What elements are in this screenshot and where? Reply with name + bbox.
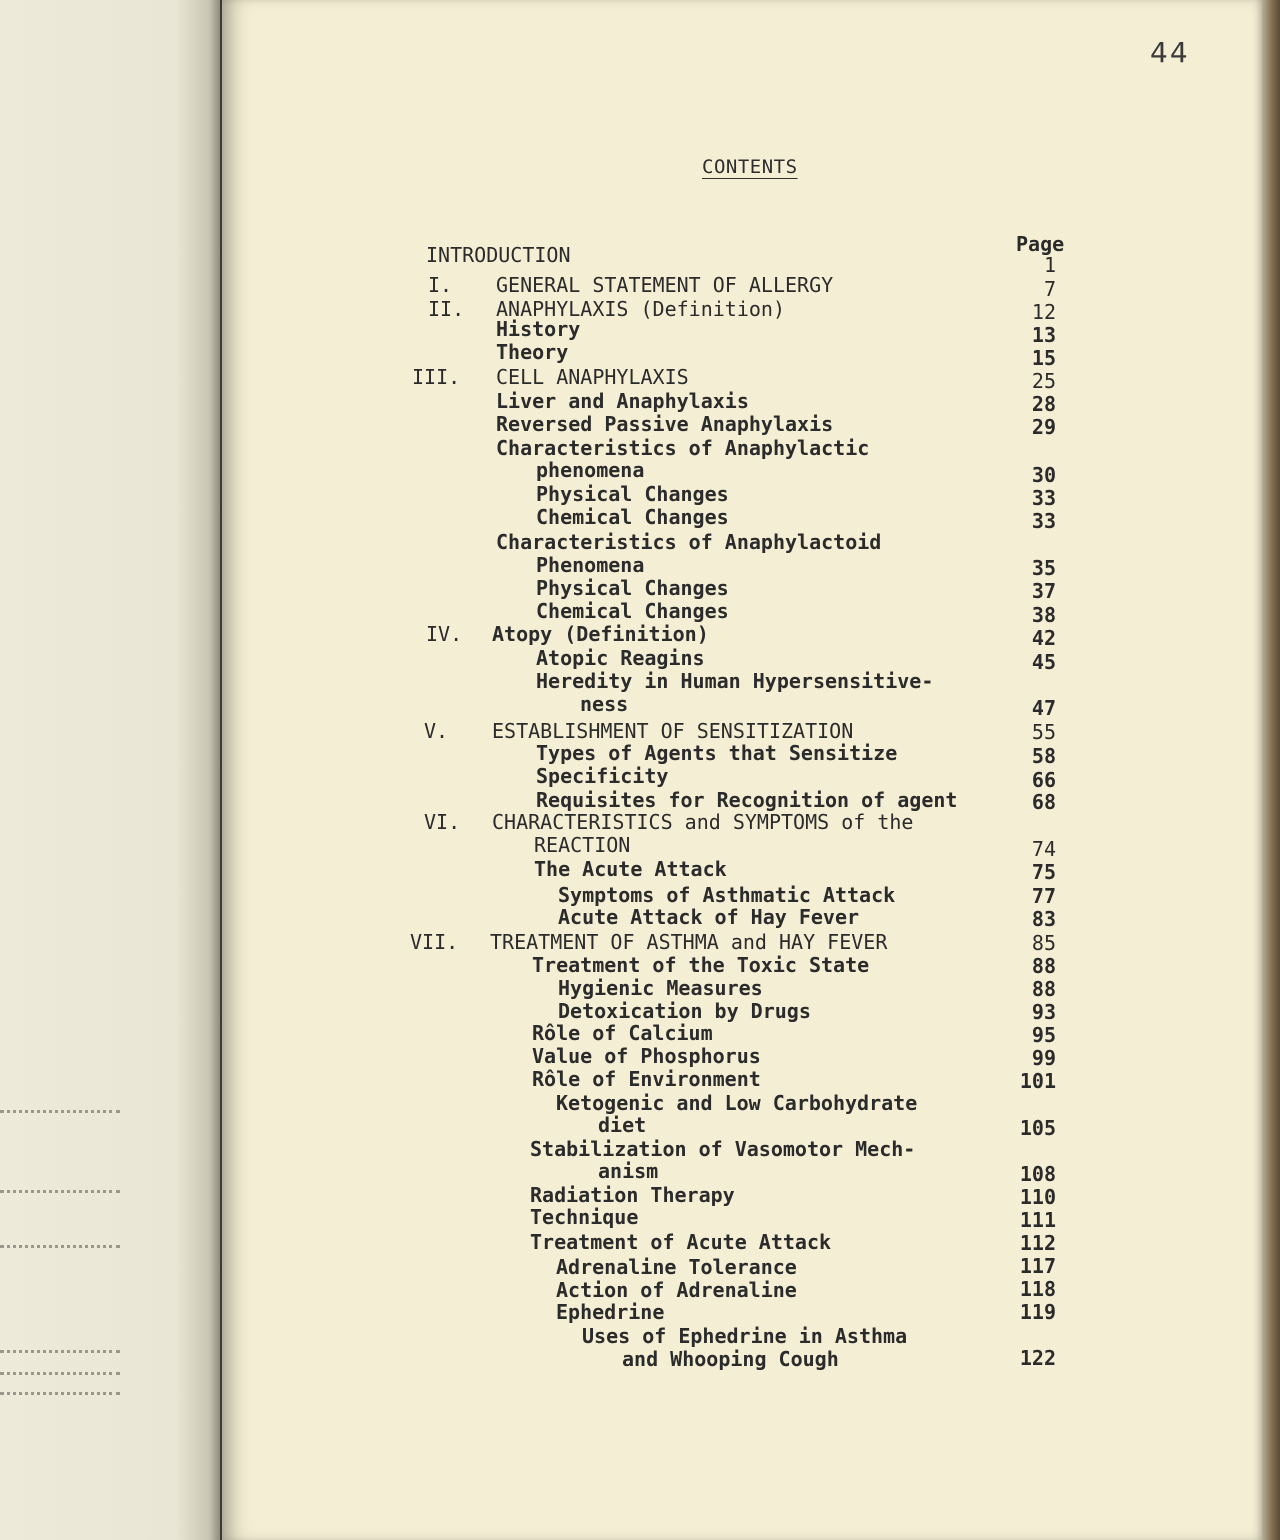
toc-page-number: 110 bbox=[1019, 1185, 1056, 1209]
toc-section-title: TREATMENT OF ASTHMA and HAY FEVER bbox=[490, 930, 888, 954]
toc-page-number: 45 bbox=[1031, 650, 1056, 674]
toc-entry-title: Rôle of Environment bbox=[532, 1067, 761, 1091]
toc-page-number: 118 bbox=[1019, 1277, 1056, 1301]
section-numeral: VI. bbox=[424, 810, 461, 834]
toc-entry-title: Reversed Passive Anaphylaxis bbox=[496, 412, 834, 436]
toc-entry-title: Detoxication by Drugs bbox=[558, 999, 811, 1023]
toc-section-title: Atopy (Definition) bbox=[492, 622, 709, 646]
toc-entry-title: Physical Changes bbox=[536, 482, 729, 506]
toc-entry-title: Symptoms of Asthmatic Attack bbox=[558, 883, 896, 907]
toc-page-number: 101 bbox=[1019, 1069, 1056, 1093]
toc-entry-title: Heredity in Human Hypersensitive- bbox=[536, 669, 934, 693]
toc-page-number: 33 bbox=[1031, 486, 1056, 510]
toc-page-number: 15 bbox=[1031, 346, 1056, 370]
toc-entry-title: Chemical Changes bbox=[536, 599, 729, 623]
toc-page-number: 93 bbox=[1031, 1000, 1056, 1024]
toc-page-number: 88 bbox=[1031, 954, 1056, 978]
toc-page-number: 99 bbox=[1031, 1046, 1056, 1070]
toc-page-number: 77 bbox=[1031, 884, 1056, 908]
toc-section-title: ANAPHYLAXIS (Definition) bbox=[496, 297, 785, 321]
toc-entry-title: Liver and Anaphylaxis bbox=[496, 389, 749, 413]
toc-entry-title: diet bbox=[598, 1113, 647, 1137]
toc-page-number: 30 bbox=[1031, 463, 1056, 487]
toc-page-number: 111 bbox=[1019, 1208, 1056, 1232]
toc-page-number: 47 bbox=[1031, 696, 1056, 720]
toc-entry-title: Adrenaline Tolerance bbox=[556, 1255, 797, 1279]
toc-section-title: ESTABLISHMENT OF SENSITIZATION bbox=[492, 719, 854, 743]
toc-section-title: CELL ANAPHYLAXIS bbox=[496, 365, 689, 389]
page-column-header: Page bbox=[1016, 232, 1065, 256]
toc-page-number: 38 bbox=[1031, 603, 1056, 627]
toc-section-title: CHARACTERISTICS and SYMPTOMS of the bbox=[492, 810, 914, 834]
toc-entry-title: and Whooping Cough bbox=[622, 1347, 839, 1371]
toc-page-number: 108 bbox=[1019, 1162, 1056, 1186]
toc-entry-title: Treatment of the Toxic State bbox=[532, 953, 870, 977]
toc-page-number: 35 bbox=[1031, 556, 1056, 580]
toc-entry-title: Ketogenic and Low Carbohydrate bbox=[556, 1091, 918, 1115]
toc-page-number: 95 bbox=[1031, 1023, 1056, 1047]
toc-entry-title: Ephedrine bbox=[556, 1300, 665, 1324]
toc-entry-title: Theory bbox=[496, 340, 569, 364]
toc-entry-title: Specificity bbox=[536, 764, 669, 788]
toc-entry-title: Acute Attack of Hay Fever bbox=[558, 905, 860, 929]
toc-page-number: 85 bbox=[1031, 931, 1056, 955]
toc-entry-title: phenomena bbox=[536, 458, 645, 482]
toc-page-number: 117 bbox=[1019, 1254, 1056, 1278]
toc-entry-title: Requisites for Recognition of agent bbox=[536, 788, 958, 812]
toc-page-number: 58 bbox=[1031, 744, 1056, 768]
toc-page-number: 55 bbox=[1031, 720, 1056, 744]
toc-entry-title: Value of Phosphorus bbox=[532, 1044, 761, 1068]
folio-number: 44 bbox=[1150, 36, 1190, 69]
toc-entry-title: History bbox=[496, 317, 581, 341]
toc-page-number: 112 bbox=[1019, 1231, 1056, 1255]
toc-entry-title: Characteristics of Anaphylactoid bbox=[496, 530, 882, 554]
toc-entry-title: Rôle of Calcium bbox=[532, 1021, 713, 1045]
toc-page-number: 74 bbox=[1031, 837, 1056, 861]
toc-page-number: 28 bbox=[1031, 392, 1056, 416]
section-numeral: IV. bbox=[426, 622, 463, 646]
toc-page-number: 37 bbox=[1031, 579, 1056, 603]
toc-entry-title: Phenomena bbox=[536, 553, 645, 577]
toc-page-number: 66 bbox=[1031, 768, 1056, 792]
section-numeral: VII. bbox=[410, 930, 459, 954]
toc-page-number: 25 bbox=[1031, 369, 1056, 393]
toc-entry-title: Types of Agents that Sensitize bbox=[536, 741, 898, 765]
toc-entry-title: Chemical Changes bbox=[536, 505, 729, 529]
section-numeral: I. bbox=[428, 273, 453, 297]
toc-page-number: 122 bbox=[1019, 1346, 1056, 1370]
toc-entry-title: Action of Adrenaline bbox=[556, 1278, 797, 1302]
toc-page-number: 12 bbox=[1031, 300, 1056, 324]
toc-entry-title: The Acute Attack bbox=[534, 857, 727, 881]
toc-page-number: 13 bbox=[1031, 323, 1056, 347]
toc-entry-title: REACTION bbox=[534, 833, 631, 857]
section-numeral: III. bbox=[412, 365, 461, 389]
section-numeral: II. bbox=[428, 297, 465, 321]
section-numeral: V. bbox=[424, 719, 449, 743]
toc-page-number: 105 bbox=[1019, 1116, 1056, 1140]
toc-page-number: 33 bbox=[1031, 509, 1056, 533]
page-title: CONTENTS bbox=[702, 156, 798, 178]
toc-page-number: 75 bbox=[1031, 860, 1056, 884]
toc-page-number: 83 bbox=[1031, 907, 1056, 931]
toc-entry-title: INTRODUCTION bbox=[426, 243, 571, 267]
toc-entry-title: ness bbox=[580, 692, 629, 716]
toc-page-number: 88 bbox=[1031, 977, 1056, 1001]
toc-entry-title: Atopic Reagins bbox=[536, 646, 705, 670]
toc-entry-title: Technique bbox=[530, 1205, 639, 1229]
toc-page-number: 29 bbox=[1031, 415, 1056, 439]
toc-entry-title: Treatment of Acute Attack bbox=[530, 1230, 832, 1254]
toc-entry-title: Stabilization of Vasomotor Mech- bbox=[530, 1137, 916, 1161]
toc-page-number: 42 bbox=[1031, 626, 1056, 650]
toc-entry-title: Characteristics of Anaphylactic bbox=[496, 436, 870, 460]
toc-page-number: 68 bbox=[1031, 790, 1056, 814]
toc-page-number: 119 bbox=[1019, 1300, 1056, 1324]
toc-entry-title: Hygienic Measures bbox=[558, 976, 763, 1000]
toc-entry-title: Radiation Therapy bbox=[530, 1183, 735, 1207]
toc-page-number: 7 bbox=[1043, 277, 1056, 301]
toc-entry-title: anism bbox=[598, 1159, 659, 1183]
toc-entry-title: Physical Changes bbox=[536, 576, 729, 600]
toc-page-number: 1 bbox=[1043, 253, 1056, 277]
toc-section-title: GENERAL STATEMENT OF ALLERGY bbox=[496, 273, 834, 297]
toc-entry-title: Uses of Ephedrine in Asthma bbox=[582, 1324, 908, 1348]
